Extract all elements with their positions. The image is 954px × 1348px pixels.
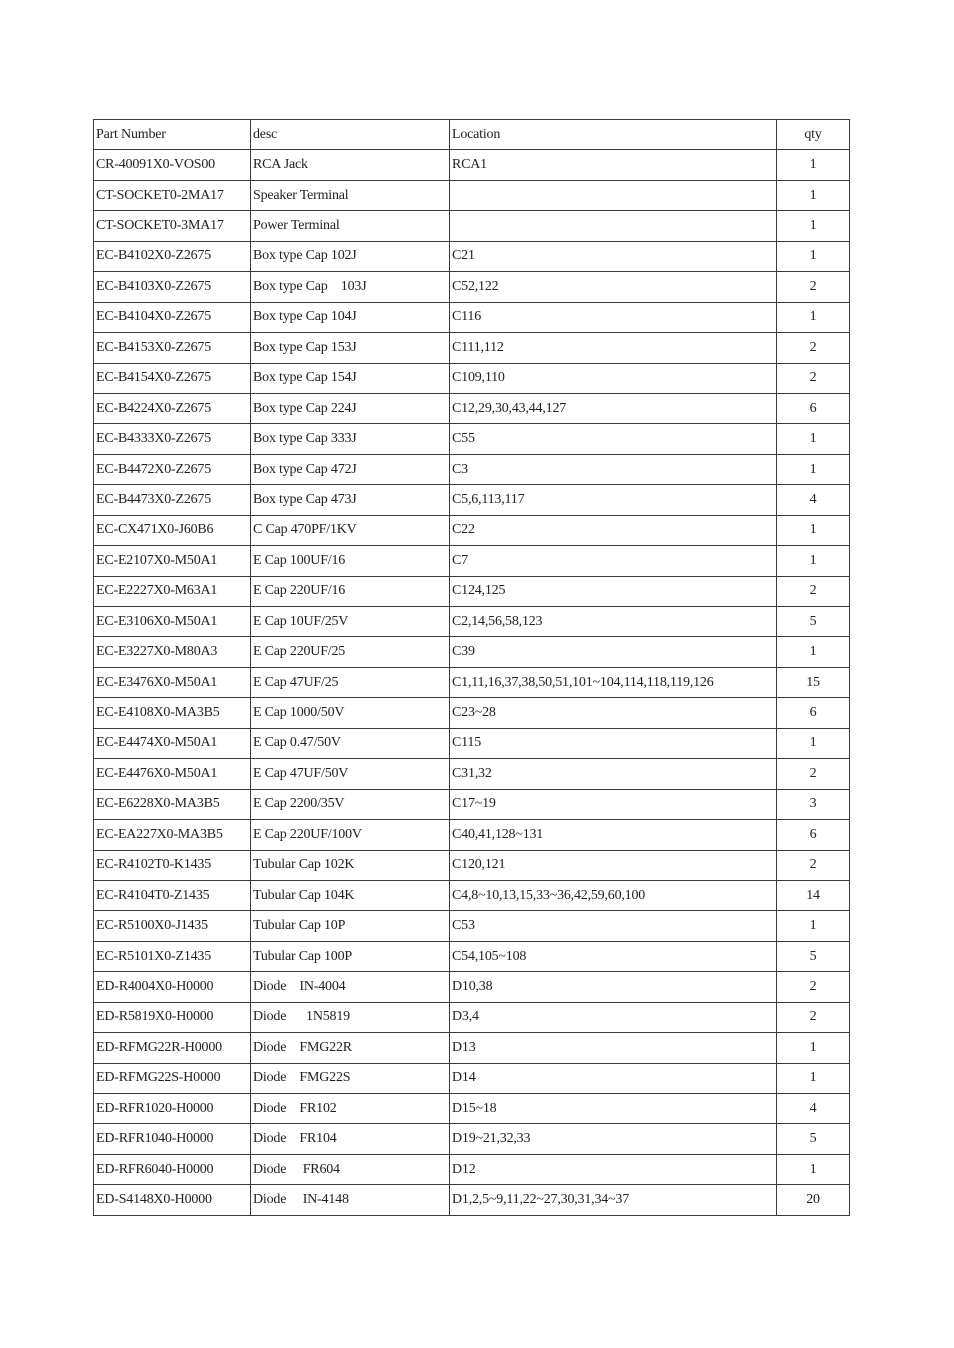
part-number-cell: CT-SOCKET0-2MA17 [94, 180, 251, 210]
qty-cell: 2 [777, 576, 850, 606]
desc-cell: Diode FMG22S [251, 1063, 450, 1093]
desc-cell: Box type Cap 224J [251, 393, 450, 423]
table-row [94, 759, 850, 789]
desc-cell: E Cap 47UF/50V [251, 759, 450, 789]
table-row [94, 576, 850, 606]
part-number-cell: EC-R5101X0-Z1435 [94, 941, 251, 971]
qty-cell: 2 [777, 972, 850, 1002]
table-row [94, 454, 850, 484]
part-number-cell: EC-E3106X0-M50A1 [94, 607, 251, 637]
part-number-cell: EC-E4476X0-M50A1 [94, 759, 251, 789]
part-number-cell: ED-RFR1020-H0000 [94, 1094, 251, 1124]
desc-cell: Diode FR102 [251, 1094, 450, 1124]
header-qty: qty [777, 120, 850, 150]
table-row [94, 850, 850, 880]
qty-cell: 1 [777, 1063, 850, 1093]
desc-cell: Box type Cap 472J [251, 454, 450, 484]
desc-cell: Box type Cap 104J [251, 302, 450, 332]
table-row [94, 211, 850, 241]
desc-cell: E Cap 220UF/25 [251, 637, 450, 667]
qty-cell: 1 [777, 241, 850, 271]
part-number-cell: EC-E2107X0-M50A1 [94, 546, 251, 576]
location-cell: C5,6,113,117 [450, 485, 777, 515]
qty-cell: 6 [777, 393, 850, 423]
location-cell: D19~21,32,33 [450, 1124, 777, 1154]
table-row [94, 1124, 850, 1154]
table-row [94, 789, 850, 819]
location-cell [450, 180, 777, 210]
table-header-row [94, 120, 850, 150]
part-number-cell: EC-B4153X0-Z2675 [94, 333, 251, 363]
part-number-cell: EC-R4102T0-K1435 [94, 850, 251, 880]
table-row [94, 241, 850, 271]
header-location: Location [450, 120, 777, 150]
location-cell: D13 [450, 1033, 777, 1063]
qty-cell: 1 [777, 911, 850, 941]
desc-cell: C Cap 470PF/1KV [251, 515, 450, 545]
part-number-cell: EC-E3227X0-M80A3 [94, 637, 251, 667]
table-row [94, 546, 850, 576]
desc-cell: Diode IN-4148 [251, 1185, 450, 1215]
desc-cell: E Cap 2200/35V [251, 789, 450, 819]
table-row [94, 728, 850, 758]
qty-cell: 2 [777, 333, 850, 363]
part-number-cell: CT-SOCKET0-3MA17 [94, 211, 251, 241]
parts-table-body [94, 120, 850, 1216]
desc-cell: Diode IN-4004 [251, 972, 450, 1002]
table-row [94, 911, 850, 941]
header-desc: desc [251, 120, 450, 150]
qty-cell: 5 [777, 941, 850, 971]
location-cell: RCA1 [450, 150, 777, 180]
part-number-cell: EC-R5100X0-J1435 [94, 911, 251, 941]
location-cell: C2,14,56,58,123 [450, 607, 777, 637]
table-row [94, 880, 850, 910]
table-row [94, 1033, 850, 1063]
qty-cell: 1 [777, 1154, 850, 1184]
part-number-cell: EC-B4103X0-Z2675 [94, 272, 251, 302]
desc-cell: Box type Cap 102J [251, 241, 450, 271]
desc-cell: Tubular Cap 102K [251, 850, 450, 880]
qty-cell: 1 [777, 728, 850, 758]
part-number-cell: EC-B4473X0-Z2675 [94, 485, 251, 515]
desc-cell: Box type Cap 103J [251, 272, 450, 302]
table-row [94, 515, 850, 545]
part-number-cell: CR-40091X0-VOS00 [94, 150, 251, 180]
part-number-cell: EC-EA227X0-MA3B5 [94, 820, 251, 850]
part-number-cell: EC-B4154X0-Z2675 [94, 363, 251, 393]
part-number-cell: EC-E3476X0-M50A1 [94, 667, 251, 697]
table-row [94, 607, 850, 637]
location-cell: C55 [450, 424, 777, 454]
location-cell: C124,125 [450, 576, 777, 606]
qty-cell: 1 [777, 454, 850, 484]
qty-cell: 15 [777, 667, 850, 697]
desc-cell: Box type Cap 333J [251, 424, 450, 454]
location-cell: C21 [450, 241, 777, 271]
desc-cell: Tubular Cap 100P [251, 941, 450, 971]
table-row [94, 1002, 850, 1032]
qty-cell: 2 [777, 272, 850, 302]
desc-cell: Diode FMG22R [251, 1033, 450, 1063]
qty-cell: 1 [777, 150, 850, 180]
location-cell: D1,2,5~9,11,22~27,30,31,34~37 [450, 1185, 777, 1215]
table-row [94, 333, 850, 363]
qty-cell: 3 [777, 789, 850, 819]
desc-cell: E Cap 0.47/50V [251, 728, 450, 758]
desc-cell: Diode FR604 [251, 1154, 450, 1184]
table-row [94, 1063, 850, 1093]
location-cell: C39 [450, 637, 777, 667]
desc-cell: E Cap 220UF/100V [251, 820, 450, 850]
table-row [94, 150, 850, 180]
qty-cell: 1 [777, 211, 850, 241]
qty-cell: 1 [777, 637, 850, 667]
location-cell: C7 [450, 546, 777, 576]
desc-cell: E Cap 220UF/16 [251, 576, 450, 606]
location-cell: D10,38 [450, 972, 777, 1002]
part-number-cell: ED-R5819X0-H0000 [94, 1002, 251, 1032]
location-cell: C12,29,30,43,44,127 [450, 393, 777, 423]
table-row [94, 667, 850, 697]
table-row [94, 1154, 850, 1184]
qty-cell: 1 [777, 546, 850, 576]
desc-cell: E Cap 10UF/25V [251, 607, 450, 637]
qty-cell: 6 [777, 820, 850, 850]
part-number-cell: ED-RFMG22R-H0000 [94, 1033, 251, 1063]
location-cell: C3 [450, 454, 777, 484]
table-row [94, 820, 850, 850]
qty-cell: 1 [777, 180, 850, 210]
location-cell: D3,4 [450, 1002, 777, 1032]
part-number-cell: ED-R4004X0-H0000 [94, 972, 251, 1002]
location-cell: C22 [450, 515, 777, 545]
desc-cell: Power Terminal [251, 211, 450, 241]
location-cell: C111,112 [450, 333, 777, 363]
table-row [94, 1185, 850, 1215]
qty-cell: 2 [777, 1002, 850, 1032]
location-cell: C1,11,16,37,38,50,51,101~104,114,118,119,126 [450, 667, 777, 697]
part-number-cell: EC-CX471X0-J60B6 [94, 515, 251, 545]
part-number-cell: EC-E4108X0-MA3B5 [94, 698, 251, 728]
qty-cell: 1 [777, 515, 850, 545]
part-number-cell: EC-B4333X0-Z2675 [94, 424, 251, 454]
qty-cell: 14 [777, 880, 850, 910]
desc-cell: E Cap 47UF/25 [251, 667, 450, 697]
location-cell: D14 [450, 1063, 777, 1093]
desc-cell: Box type Cap 154J [251, 363, 450, 393]
location-cell: C4,8~10,13,15,33~36,42,59,60,100 [450, 880, 777, 910]
table-row [94, 363, 850, 393]
qty-cell: 20 [777, 1185, 850, 1215]
table-row [94, 302, 850, 332]
table-row [94, 180, 850, 210]
desc-cell: Diode FR104 [251, 1124, 450, 1154]
part-number-cell: EC-B4472X0-Z2675 [94, 454, 251, 484]
location-cell: D12 [450, 1154, 777, 1184]
qty-cell: 6 [777, 698, 850, 728]
location-cell: C53 [450, 911, 777, 941]
desc-cell: E Cap 100UF/16 [251, 546, 450, 576]
part-number-cell: EC-E2227X0-M63A1 [94, 576, 251, 606]
part-number-cell: ED-RFMG22S-H0000 [94, 1063, 251, 1093]
qty-cell: 4 [777, 1094, 850, 1124]
location-cell: D15~18 [450, 1094, 777, 1124]
location-cell: C52,122 [450, 272, 777, 302]
location-cell: C23~28 [450, 698, 777, 728]
qty-cell: 4 [777, 485, 850, 515]
qty-cell: 2 [777, 759, 850, 789]
location-cell [450, 211, 777, 241]
desc-cell: E Cap 1000/50V [251, 698, 450, 728]
desc-cell: Speaker Terminal [251, 180, 450, 210]
parts-table [93, 119, 850, 1216]
qty-cell: 1 [777, 1033, 850, 1063]
table-row [94, 972, 850, 1002]
qty-cell: 1 [777, 302, 850, 332]
location-cell: C109,110 [450, 363, 777, 393]
qty-cell: 5 [777, 1124, 850, 1154]
location-cell: C17~19 [450, 789, 777, 819]
part-number-cell: EC-E6228X0-MA3B5 [94, 789, 251, 819]
table-row [94, 272, 850, 302]
desc-cell: Box type Cap 153J [251, 333, 450, 363]
table-row [94, 941, 850, 971]
location-cell: C40,41,128~131 [450, 820, 777, 850]
table-row [94, 485, 850, 515]
desc-cell: Box type Cap 473J [251, 485, 450, 515]
part-number-cell: ED-RFR6040-H0000 [94, 1154, 251, 1184]
desc-cell: Tubular Cap 10P [251, 911, 450, 941]
table-row [94, 698, 850, 728]
table-row [94, 424, 850, 454]
header-part-number: Part Number [94, 120, 251, 150]
location-cell: C31,32 [450, 759, 777, 789]
qty-cell: 2 [777, 363, 850, 393]
table-row [94, 1094, 850, 1124]
table-row [94, 637, 850, 667]
part-number-cell: EC-R4104T0-Z1435 [94, 880, 251, 910]
location-cell: C120,121 [450, 850, 777, 880]
location-cell: C116 [450, 302, 777, 332]
part-number-cell: EC-B4224X0-Z2675 [94, 393, 251, 423]
location-cell: C54,105~108 [450, 941, 777, 971]
part-number-cell: ED-RFR1040-H0000 [94, 1124, 251, 1154]
part-number-cell: ED-S4148X0-H0000 [94, 1185, 251, 1215]
part-number-cell: EC-B4102X0-Z2675 [94, 241, 251, 271]
part-number-cell: EC-B4104X0-Z2675 [94, 302, 251, 332]
desc-cell: RCA Jack [251, 150, 450, 180]
location-cell: C115 [450, 728, 777, 758]
qty-cell: 1 [777, 424, 850, 454]
table-row [94, 393, 850, 423]
qty-cell: 5 [777, 607, 850, 637]
qty-cell: 2 [777, 850, 850, 880]
part-number-cell: EC-E4474X0-M50A1 [94, 728, 251, 758]
desc-cell: Tubular Cap 104K [251, 880, 450, 910]
desc-cell: Diode 1N5819 [251, 1002, 450, 1032]
